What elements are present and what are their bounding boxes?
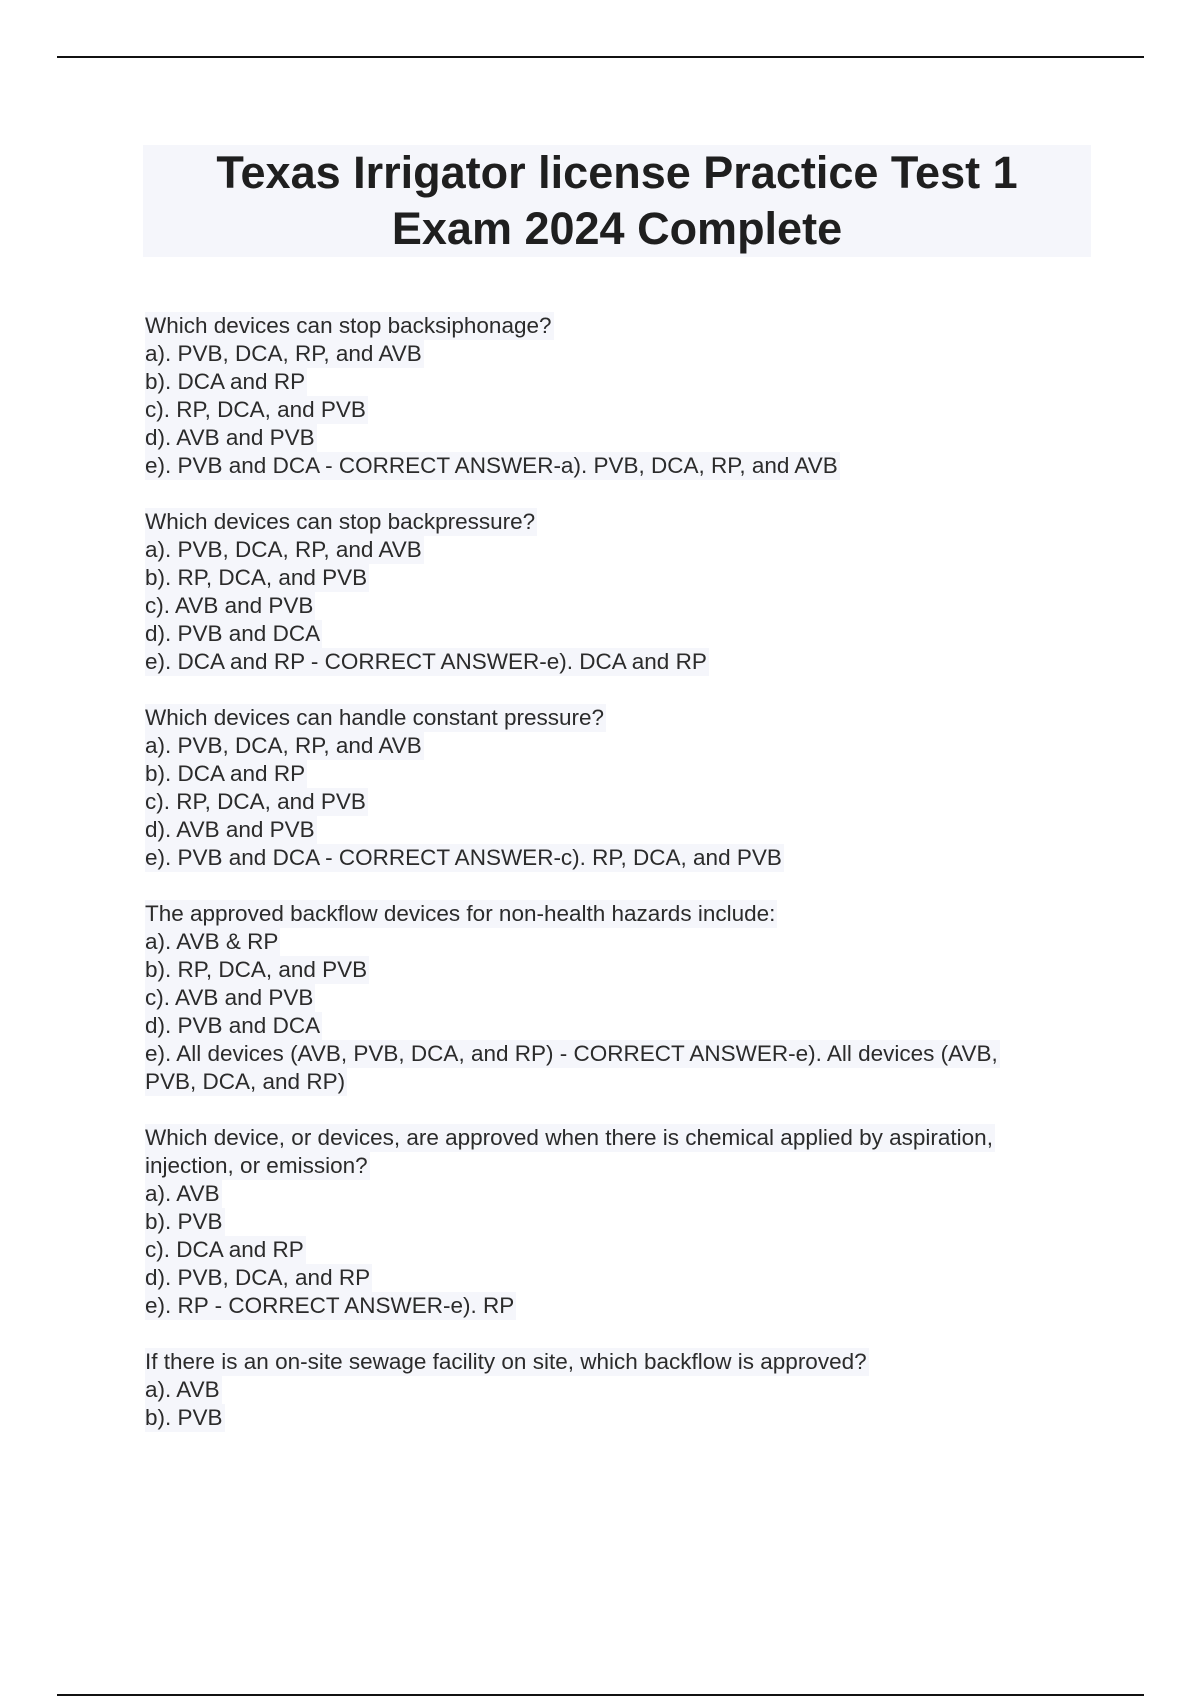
answer-option: a). PVB, DCA, RP, and AVB: [145, 537, 422, 562]
answer-option: a). AVB & RP: [145, 929, 279, 954]
answer-option: a). PVB, DCA, RP, and AVB: [145, 733, 422, 758]
question-block: [145, 508, 1090, 676]
answer-option: c). AVB and PVB: [145, 985, 314, 1010]
answer-option-with-correct-answer: e). PVB and DCA - CORRECT ANSWER-c). RP, DCA, and PVB: [145, 845, 782, 870]
answer-option-with-correct-answer: e). All devices (AVB, PVB, DCA, and RP) - CORRECT ANSWER-e). All devices (AVB,: [145, 1041, 998, 1066]
question-text-continuation: injection, or emission?: [145, 1153, 368, 1178]
question-text: Which devices can handle constant pressure?: [145, 705, 605, 730]
answer-continuation: PVB, DCA, and RP): [145, 1069, 346, 1094]
answer-option: d). PVB, DCA, and RP: [145, 1265, 371, 1290]
answer-option: d). PVB and DCA: [145, 1013, 321, 1038]
answer-option: b). PVB: [145, 1209, 223, 1234]
answer-option: d). AVB and PVB: [145, 817, 315, 842]
answer-option: b). DCA and RP: [145, 761, 306, 786]
answer-option-with-correct-answer: e). RP - CORRECT ANSWER-e). RP: [145, 1293, 515, 1318]
document-title: [143, 145, 1091, 257]
answer-option: b). PVB: [145, 1405, 223, 1430]
question-text: Which device, or devices, are approved when there is chemical applied by aspiration,: [145, 1125, 993, 1150]
answer-option: c). DCA and RP: [145, 1237, 304, 1262]
question-block: [145, 1124, 1090, 1320]
question-block: [145, 312, 1090, 480]
question-text: The approved backflow devices for non-health hazards include:: [145, 901, 776, 926]
answer-option: a). AVB: [145, 1377, 220, 1402]
answer-option: b). DCA and RP: [145, 369, 306, 394]
answer-option: c). RP, DCA, and PVB: [145, 397, 366, 422]
question-block: [145, 704, 1090, 872]
answer-option: d). AVB and PVB: [145, 425, 315, 450]
question-text: Which devices can stop backsiphonage?: [145, 313, 552, 338]
answer-option: b). RP, DCA, and PVB: [145, 957, 368, 982]
answer-option: a). AVB: [145, 1181, 220, 1206]
answer-option: c). AVB and PVB: [145, 593, 314, 618]
question-block: [145, 900, 1090, 1096]
answer-option: d). PVB and DCA: [145, 621, 321, 646]
answer-option: a). PVB, DCA, RP, and AVB: [145, 341, 422, 366]
question-block: [145, 1348, 1090, 1432]
bottom-rule: [57, 1694, 1144, 1696]
title-line: Exam 2024 Complete: [391, 203, 843, 254]
top-rule: [57, 56, 1144, 58]
answer-option-with-correct-answer: e). PVB and DCA - CORRECT ANSWER-a). PVB, DCA, RP, and AVB: [145, 453, 838, 478]
question-list: [145, 312, 1090, 1460]
question-text: Which devices can stop backpressure?: [145, 509, 536, 534]
answer-option: c). RP, DCA, and PVB: [145, 789, 366, 814]
title-line: Texas Irrigator license Practice Test 1: [216, 147, 1018, 198]
answer-option-with-correct-answer: e). DCA and RP - CORRECT ANSWER-e). DCA and RP: [145, 649, 707, 674]
question-text: If there is an on-site sewage facility on site, which backflow is approved?: [145, 1349, 867, 1374]
answer-option: b). RP, DCA, and PVB: [145, 565, 368, 590]
